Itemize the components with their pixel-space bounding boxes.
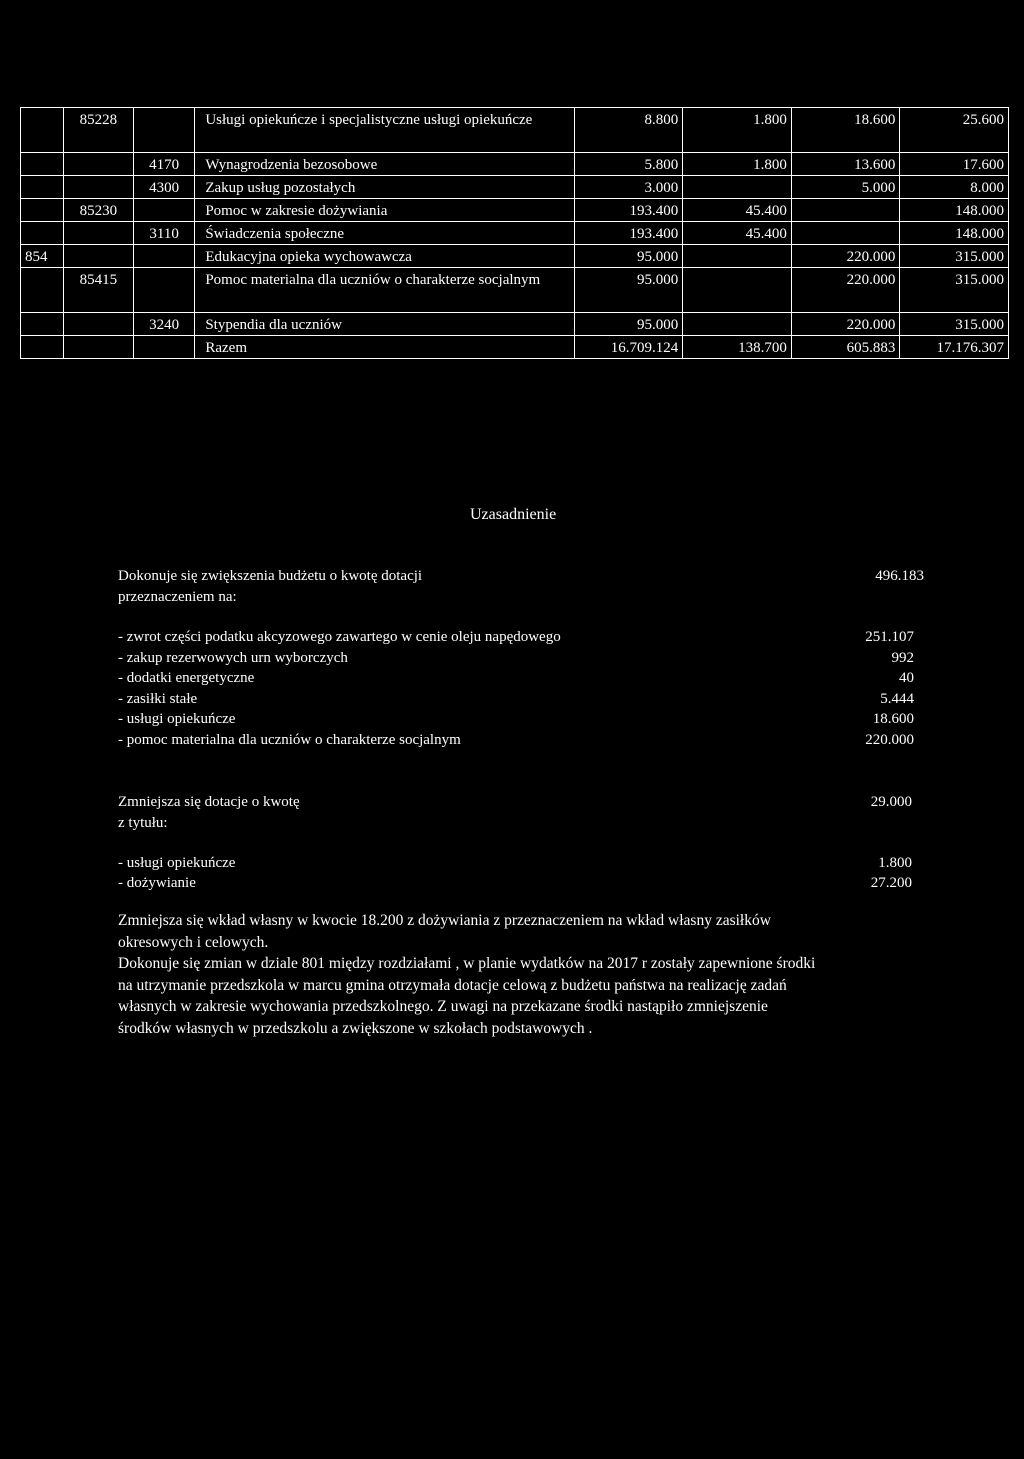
cell-name: Razem [195, 336, 574, 359]
cell-zmniejszenie [683, 245, 792, 268]
increase-item-label: - zasiłki stałe [118, 691, 198, 707]
cell-dzial [21, 313, 64, 336]
increase-total: 496.183 [875, 568, 924, 584]
increase-item-amount: 18.600 [872, 711, 914, 727]
cell-name: Pomoc materialna dla uczniów o charakterze socjalnym [195, 268, 574, 313]
increase-item-label: - zwrot części podatku akcyzowego zawartego w cenie oleju napędowego [118, 629, 561, 645]
cell-name: Usługi opiekuńcze i specjalistyczne usługi opiekuńcze [195, 108, 574, 153]
paragraph-line: środków własnych w przedszkolu a zwiększone w szkołach podstawowych . [118, 1019, 593, 1037]
cell-plan: 193.400 [574, 199, 683, 222]
cell-plan: 95.000 [574, 245, 683, 268]
table-row [21, 313, 1009, 336]
cell-name: Zakup usług pozostałych [195, 176, 574, 199]
cell-rozdzial [63, 153, 133, 176]
cell-rozdzial [63, 222, 133, 245]
cell-rozdzial [63, 336, 133, 359]
cell-paragraf [133, 108, 194, 153]
increase-intro-continued: przeznaczeniem na: [118, 589, 237, 605]
cell-paragraf [133, 268, 194, 313]
cell-po-zmianach: 17.600 [900, 153, 1009, 176]
table-row-total [21, 336, 1009, 359]
cell-rozdzial [63, 176, 133, 199]
cell-name: Świadczenia społeczne [195, 222, 574, 245]
cell-dzial: 854 [21, 245, 64, 268]
decrease-item-amount: 1.800 [878, 855, 912, 871]
cell-zmniejszenie: 1.800 [683, 108, 792, 153]
cell-zmniejszenie: 45.400 [683, 199, 792, 222]
table-row [21, 199, 1009, 222]
cell-zmniejszenie: 138.700 [683, 336, 792, 359]
cell-dzial [21, 268, 64, 313]
cell-zwiekszenie: 5.000 [791, 176, 900, 199]
cell-zwiekszenie: 220.000 [791, 268, 900, 313]
table-row [21, 108, 1009, 153]
cell-zwiekszenie: 13.600 [791, 153, 900, 176]
cell-paragraf [133, 199, 194, 222]
cell-rozdzial [63, 245, 133, 268]
cell-zmniejszenie [683, 176, 792, 199]
cell-paragraf [133, 336, 194, 359]
cell-zwiekszenie [791, 199, 900, 222]
cell-zwiekszenie: 220.000 [791, 245, 900, 268]
cell-name: Edukacyjna opieka wychowawcza [195, 245, 574, 268]
cell-rozdzial: 85230 [63, 199, 133, 222]
cell-zmniejszenie [683, 313, 792, 336]
cell-zwiekszenie: 605.883 [791, 336, 900, 359]
table-row [21, 176, 1009, 199]
table-row [21, 245, 1009, 268]
increase-item-label: - dodatki energetyczne [118, 670, 255, 686]
decrease-intro: Zmniejsza się dotacje o kwotę [118, 794, 300, 810]
cell-zmniejszenie [683, 268, 792, 313]
table-row [21, 222, 1009, 245]
cell-zmniejszenie: 1.800 [683, 153, 792, 176]
cell-plan: 95.000 [574, 313, 683, 336]
increase-item-amount: 40 [899, 670, 914, 686]
cell-dzial [21, 153, 64, 176]
decrease-total: 29.000 [870, 794, 912, 810]
cell-dzial [21, 336, 64, 359]
cell-po-zmianach: 8.000 [900, 176, 1009, 199]
increase-item-amount: 5.444 [880, 691, 914, 707]
increase-item-amount: 251.107 [865, 629, 914, 645]
increase-item-amount: 220.000 [865, 732, 914, 748]
cell-name: Stypendia dla uczniów [195, 313, 574, 336]
cell-zwiekszenie: 18.600 [791, 108, 900, 153]
cell-paragraf [133, 245, 194, 268]
increase-intro: Dokonuje się zwiększenia budżetu o kwotę dotacji [118, 568, 423, 584]
decrease-item-amount: 27.200 [870, 875, 912, 891]
paragraph-line: na utrzymanie przedszkola w marcu gmina otrzymała dotacje celową z budżetu państwa na realizację zadań [118, 976, 787, 994]
paragraph-line: własnych w zakresie wychowania przedszkolnego. Z uwagi na przekazane środki nastąpiło zmniejszenie [118, 998, 768, 1015]
justification-paragraph [118, 910, 938, 1039]
budget-table [20, 107, 1009, 359]
cell-paragraf: 4170 [133, 153, 194, 176]
table-row [21, 268, 1009, 313]
cell-plan: 193.400 [574, 222, 683, 245]
cell-po-zmianach: 25.600 [900, 108, 1009, 153]
paragraph-line: okresowych i celowych. [118, 933, 269, 951]
cell-po-zmianach: 17.176.307 [900, 336, 1009, 359]
justification-heading: Uzasadnienie [470, 506, 557, 523]
cell-rozdzial: 85415 [63, 268, 133, 313]
cell-plan: 95.000 [574, 268, 683, 313]
table-row [21, 153, 1009, 176]
decrease-intro-continued: z tytułu: [118, 815, 168, 831]
cell-plan: 8.800 [574, 108, 683, 153]
cell-rozdzial [63, 313, 133, 336]
cell-plan: 5.800 [574, 153, 683, 176]
increase-item-label: - zakup rezerwowych urn wyborczych [118, 650, 348, 666]
decrease-item-label: - dożywianie [118, 875, 196, 891]
increase-item-label: - pomoc materialna dla uczniów o charakterze socjalnym [118, 732, 461, 748]
cell-dzial [21, 222, 64, 245]
cell-po-zmianach: 315.000 [900, 313, 1009, 336]
cell-dzial [21, 176, 64, 199]
cell-name: Wynagrodzenia bezosobowe [195, 153, 574, 176]
increase-item-amount: 992 [891, 650, 914, 666]
cell-plan: 16.709.124 [574, 336, 683, 359]
cell-zwiekszenie [791, 222, 900, 245]
cell-zmniejszenie: 45.400 [683, 222, 792, 245]
paragraph-line: Dokonuje się zmian w dziale 801 między rozdziałami , w planie wydatków na 2017 r zostały zapewnione środki [118, 955, 816, 972]
cell-dzial [21, 108, 64, 153]
cell-zwiekszenie: 220.000 [791, 313, 900, 336]
cell-name: Pomoc w zakresie dożywiania [195, 199, 574, 222]
decrease-item-label: - usługi opiekuńcze [118, 855, 236, 871]
cell-paragraf: 3240 [133, 313, 194, 336]
cell-paragraf: 3110 [133, 222, 194, 245]
cell-plan: 3.000 [574, 176, 683, 199]
cell-po-zmianach: 315.000 [900, 245, 1009, 268]
cell-po-zmianach: 148.000 [900, 199, 1009, 222]
table-body [21, 108, 1009, 359]
paragraph-line: Zmniejsza się wkład własny w kwocie 18.200 z dożywiania z przeznaczeniem na wkład własny zasiłków [118, 912, 771, 929]
cell-dzial [21, 199, 64, 222]
cell-rozdzial: 85228 [63, 108, 133, 153]
cell-po-zmianach: 315.000 [900, 268, 1009, 313]
cell-po-zmianach: 148.000 [900, 222, 1009, 245]
increase-item-label: - usługi opiekuńcze [118, 711, 236, 727]
cell-paragraf: 4300 [133, 176, 194, 199]
